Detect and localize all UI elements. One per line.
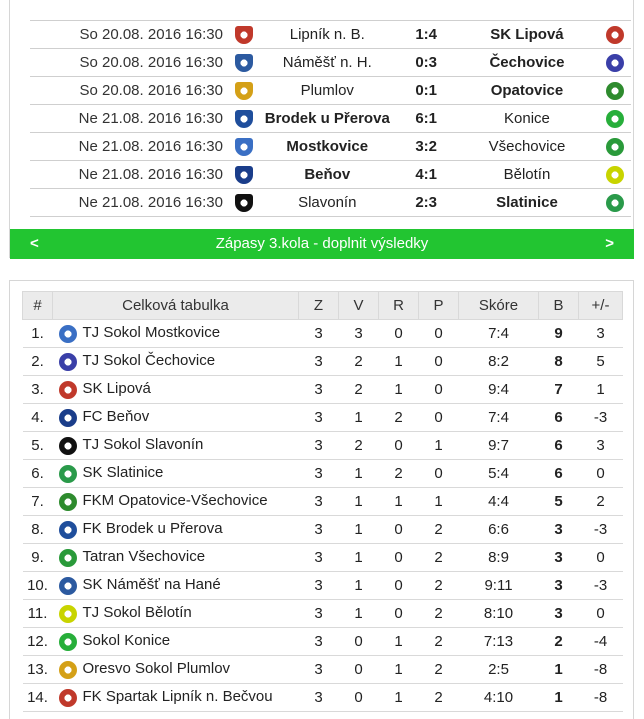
away-team[interactable]: Slatinice [454,189,599,217]
goal-difference: -3 [579,516,623,544]
score: 2:5 [459,656,539,684]
vsechovice-logo [606,138,624,156]
matches-table [30,20,631,217]
header-points: B [539,292,579,320]
score: 9:4 [459,376,539,404]
team-name[interactable]: FK Brodek u Přerova [82,520,223,538]
match-row[interactable] [30,105,631,133]
match-score[interactable]: 1:4 [398,21,455,49]
goal-difference: -3 [579,572,623,600]
goal-difference: -3 [579,404,623,432]
score: 7:4 [459,320,539,348]
match-row[interactable] [30,21,631,49]
match-row[interactable] [30,189,631,217]
standings-header-row [23,292,623,320]
points: 3 [539,544,579,572]
losses: 0 [419,460,459,488]
brodek-logo [235,110,253,128]
team-name[interactable]: Oresvo Sokol Plumlov [82,660,231,678]
team-name[interactable]: SK Lipová [82,380,151,398]
header-score: Skóre [459,292,539,320]
header-draws: R [379,292,419,320]
rank: 1. [23,320,53,348]
points: 7 [539,376,579,404]
namest-logo [59,577,77,595]
slavonin-logo [235,194,253,212]
wins: 3 [339,320,379,348]
losses: 2 [419,516,459,544]
score: 8:10 [459,600,539,628]
away-logo-cell [600,77,631,105]
draws: 1 [379,488,419,516]
rank: 14. [23,684,53,712]
away-team[interactable]: SK Lipová [454,21,599,49]
slavonin-logo [59,437,77,455]
team-cell[interactable] [53,488,299,516]
goal-difference: -4 [579,628,623,656]
points: 6 [539,460,579,488]
draws: 0 [379,320,419,348]
previous-round-button[interactable]: < [30,235,39,252]
draws: 2 [379,404,419,432]
points: 1 [539,656,579,684]
mostkovice-logo [235,138,253,156]
losses: 1 [419,488,459,516]
losses: 2 [419,572,459,600]
home-logo-cell [231,21,257,49]
draws: 0 [379,432,419,460]
losses: 0 [419,376,459,404]
rank: 9. [23,544,53,572]
losses: 2 [419,544,459,572]
match-score[interactable]: 6:1 [398,105,455,133]
team-cell[interactable] [53,404,299,432]
away-logo-cell [600,21,631,49]
losses: 0 [419,320,459,348]
team-name[interactable]: TJ Sokol Slavonín [82,436,204,454]
rank: 7. [23,488,53,516]
match-score[interactable]: 0:3 [398,49,455,77]
rank: 12. [23,628,53,656]
losses: 2 [419,600,459,628]
opatovice-logo [59,493,77,511]
team-name[interactable]: TJ Sokol Mostkovice [82,324,221,342]
rank: 3. [23,376,53,404]
score: 9:11 [459,572,539,600]
match-date: So 20.08. 2016 16:30 [30,49,231,77]
played: 3 [299,432,339,460]
draws: 2 [379,460,419,488]
played: 3 [299,572,339,600]
match-date: Ne 21.08. 2016 16:30 [30,161,231,189]
away-logo-cell [600,133,631,161]
played: 3 [299,488,339,516]
losses: 1 [419,432,459,460]
home-team[interactable]: Mostkovice [257,133,398,161]
played: 3 [299,376,339,404]
score: 4:4 [459,488,539,516]
goal-difference: 3 [579,320,623,348]
rank: 6. [23,460,53,488]
points: 2 [539,628,579,656]
round-navigation-bar [10,229,634,259]
belotin-logo [59,605,77,623]
goal-difference: 0 [579,544,623,572]
wins: 1 [339,404,379,432]
goal-difference: 0 [579,600,623,628]
score: 9:7 [459,432,539,460]
header-difference: +/- [579,292,623,320]
cechovice-logo [59,353,77,371]
konice-logo [606,110,624,128]
rank: 4. [23,404,53,432]
match-date: Ne 21.08. 2016 16:30 [30,189,231,217]
wins: 1 [339,460,379,488]
next-round-button[interactable]: > [605,235,614,252]
away-team[interactable]: Čechovice [454,49,599,77]
away-team[interactable]: Bělotín [454,161,599,189]
standings-row [23,600,623,628]
draws: 0 [379,572,419,600]
slatinice-logo [59,465,77,483]
mostkovice-logo [59,325,77,343]
match-score[interactable]: 0:1 [398,77,455,105]
team-cell[interactable] [53,656,299,684]
lipova-logo [59,381,77,399]
standings-row [23,544,623,572]
team-cell[interactable] [53,432,299,460]
header-played: Z [299,292,339,320]
draws: 1 [379,684,419,712]
team-cell[interactable] [53,348,299,376]
home-logo-cell [231,161,257,189]
team-name[interactable]: FKM Opatovice-Všechovice [82,492,268,510]
played: 3 [299,460,339,488]
away-team[interactable]: Konice [454,105,599,133]
standings-row [23,320,623,348]
lipnik-logo [59,689,77,707]
away-logo-cell [600,189,631,217]
home-logo-cell [231,49,257,77]
played: 3 [299,544,339,572]
goal-difference: 2 [579,488,623,516]
played: 3 [299,684,339,712]
played: 3 [299,656,339,684]
match-row[interactable] [30,49,631,77]
points: 5 [539,488,579,516]
played: 3 [299,628,339,656]
home-logo-cell [231,105,257,133]
plumlov-logo [59,661,77,679]
played: 3 [299,404,339,432]
score: 7:13 [459,628,539,656]
header-wins: V [339,292,379,320]
goal-difference: -8 [579,656,623,684]
standings-row [23,684,623,712]
away-logo-cell [600,161,631,189]
team-cell[interactable] [53,628,299,656]
home-team[interactable]: Lipník n. B. [257,21,398,49]
team-name[interactable]: TJ Sokol Čechovice [82,352,216,370]
belotin-logo [606,166,624,184]
team-name[interactable]: Sokol Konice [82,632,171,650]
wins: 2 [339,376,379,404]
team-name[interactable]: SK Náměšť na Hané [82,576,221,594]
standings-row [23,376,623,404]
match-row[interactable] [30,133,631,161]
standings-row [23,432,623,460]
match-score[interactable]: 4:1 [398,161,455,189]
team-cell[interactable] [53,572,299,600]
points: 6 [539,404,579,432]
header-rank: # [23,292,53,320]
points: 3 [539,516,579,544]
draws: 1 [379,656,419,684]
score: 8:9 [459,544,539,572]
rank: 11. [23,600,53,628]
draws: 1 [379,628,419,656]
score: 7:4 [459,404,539,432]
draws: 0 [379,600,419,628]
home-team[interactable]: Beňov [257,161,398,189]
rank: 2. [23,348,53,376]
wins: 0 [339,628,379,656]
away-team[interactable]: Všechovice [454,133,599,161]
away-logo-cell [600,49,631,77]
home-team[interactable]: Brodek u Přerova [257,105,398,133]
wins: 0 [339,656,379,684]
team-cell[interactable] [53,376,299,404]
konice-logo [59,633,77,651]
team-cell[interactable] [53,600,299,628]
wins: 1 [339,572,379,600]
points: 3 [539,572,579,600]
match-score[interactable]: 2:3 [398,189,455,217]
benov-logo [235,166,253,184]
wins: 1 [339,488,379,516]
goal-difference: 3 [579,432,623,460]
standings-row [23,348,623,376]
score: 8:2 [459,348,539,376]
brodek-logo [59,521,77,539]
draws: 0 [379,544,419,572]
away-team[interactable]: Opatovice [454,77,599,105]
rank: 8. [23,516,53,544]
plumlov-logo [235,82,253,100]
losses: 0 [419,348,459,376]
standings-row [23,404,623,432]
home-team[interactable]: Plumlov [257,77,398,105]
benov-logo [59,409,77,427]
draws: 0 [379,516,419,544]
standings-row [23,488,623,516]
points: 9 [539,320,579,348]
header-team: Celková tabulka [53,292,299,320]
standings-row [23,572,623,600]
home-team[interactable]: Slavonín [257,189,398,217]
points: 8 [539,348,579,376]
team-cell[interactable] [53,460,299,488]
standings-row [23,460,623,488]
team-cell[interactable] [53,516,299,544]
match-score[interactable]: 3:2 [398,133,455,161]
team-cell[interactable] [53,684,299,712]
away-logo-cell [600,105,631,133]
played: 3 [299,320,339,348]
match-date: So 20.08. 2016 16:30 [30,77,231,105]
goal-difference: -8 [579,684,623,712]
team-name[interactable]: TJ Sokol Bělotín [82,604,192,622]
match-date: Ne 21.08. 2016 16:30 [30,105,231,133]
wins: 0 [339,684,379,712]
goal-difference: 1 [579,376,623,404]
played: 3 [299,348,339,376]
home-logo-cell [231,133,257,161]
standings-row [23,628,623,656]
home-logo-cell [231,77,257,105]
round-matches-link[interactable]: Zápasy 3.kola - doplnit výsledky [215,235,429,252]
matches-panel [9,0,634,258]
draws: 1 [379,376,419,404]
team-cell[interactable] [53,544,299,572]
points: 6 [539,432,579,460]
standings-row [23,516,623,544]
goal-difference: 0 [579,460,623,488]
home-logo-cell [231,189,257,217]
match-date: So 20.08. 2016 16:30 [30,21,231,49]
wins: 1 [339,516,379,544]
wins: 1 [339,600,379,628]
lipnik-logo [235,26,253,44]
header-losses: P [419,292,459,320]
match-row[interactable] [30,77,631,105]
played: 3 [299,600,339,628]
played: 3 [299,516,339,544]
rank: 10. [23,572,53,600]
lipova-logo [606,26,624,44]
goal-difference: 5 [579,348,623,376]
score: 6:6 [459,516,539,544]
standings-table [22,291,623,712]
losses: 2 [419,656,459,684]
team-name[interactable]: FC Beňov [82,408,150,426]
slatinice-logo [606,194,624,212]
wins: 2 [339,348,379,376]
match-row[interactable] [30,161,631,189]
standings-row [23,656,623,684]
points: 3 [539,600,579,628]
wins: 2 [339,432,379,460]
score: 5:4 [459,460,539,488]
rank: 13. [23,656,53,684]
draws: 1 [379,348,419,376]
rank: 5. [23,432,53,460]
cechovice-logo [606,54,624,72]
wins: 1 [339,544,379,572]
losses: 2 [419,628,459,656]
points: 1 [539,684,579,712]
match-date: Ne 21.08. 2016 16:30 [30,133,231,161]
opatovice-logo [606,82,624,100]
team-cell[interactable] [53,320,299,348]
losses: 2 [419,684,459,712]
losses: 0 [419,404,459,432]
home-team[interactable]: Náměšť n. H. [257,49,398,77]
team-name[interactable]: Tatran Všechovice [82,548,206,566]
team-name[interactable]: FK Spartak Lipník n. Bečvou [82,688,273,706]
standings-panel [9,280,634,719]
vsechovice-logo [59,549,77,567]
team-name[interactable]: SK Slatinice [82,464,164,482]
score: 4:10 [459,684,539,712]
namest-logo [235,54,253,72]
